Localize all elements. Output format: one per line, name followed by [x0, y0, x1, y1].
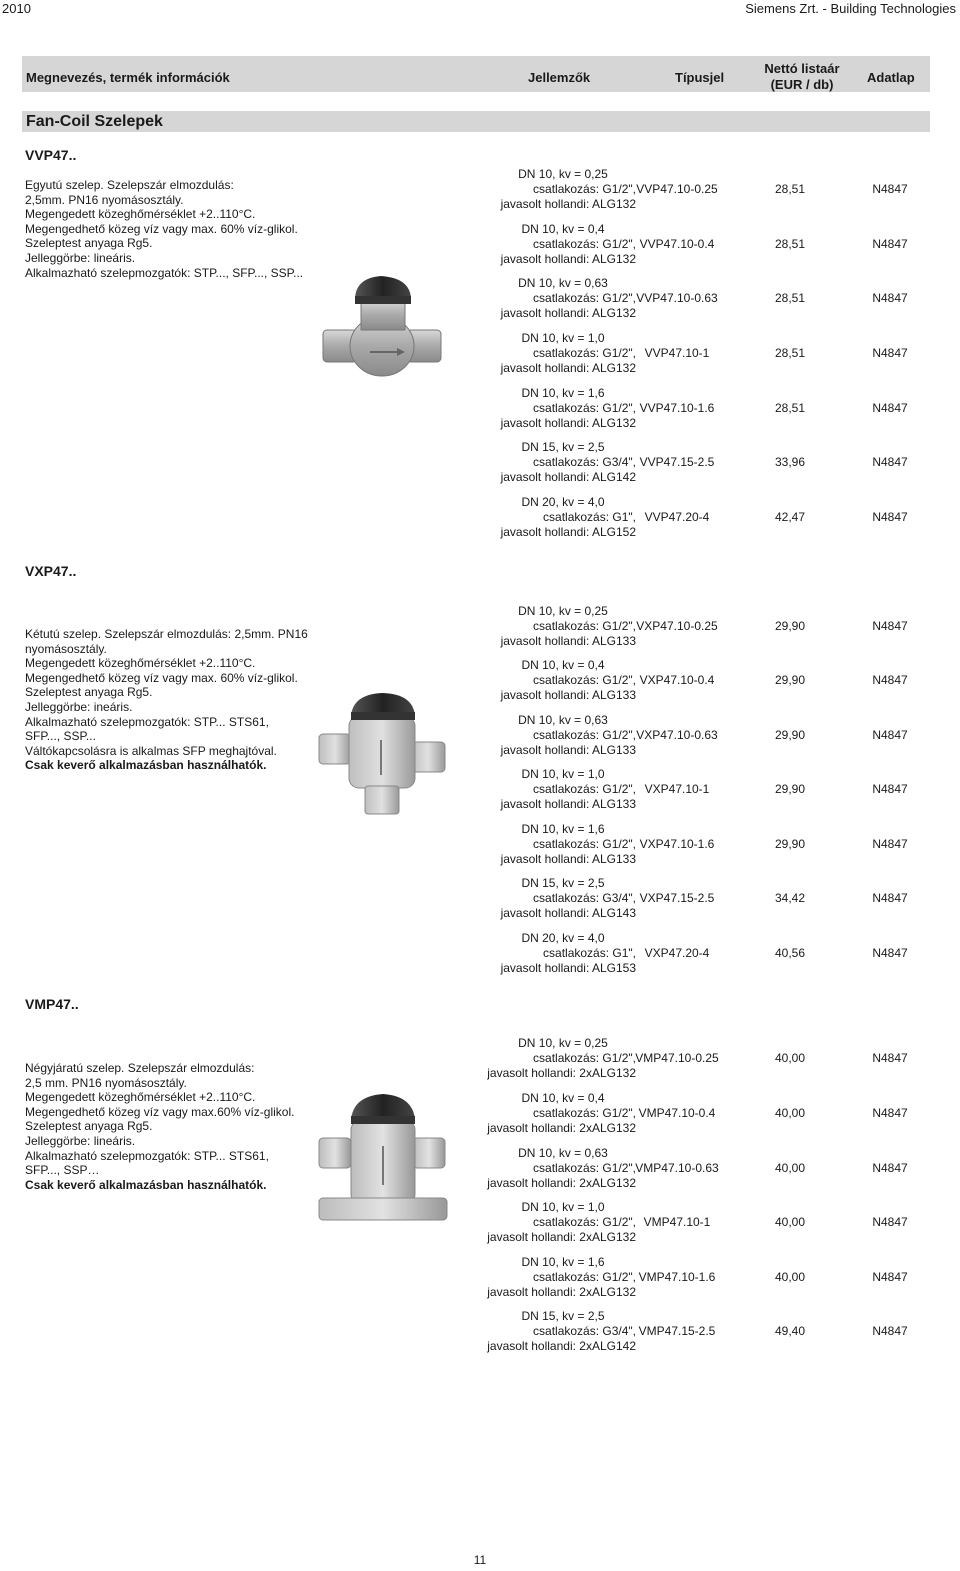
- union: javasolt hollandi: ALG132: [500, 361, 636, 375]
- connection: csatlakozás: G1/2",: [533, 401, 636, 415]
- connection: csatlakozás: G1/2",: [533, 782, 636, 796]
- desc-line: Jelleggörbe: ineáris.: [25, 699, 133, 714]
- type-code: VMP47.10-1.6: [638, 1270, 716, 1284]
- header-name: Megnevezés, termék információk: [26, 70, 230, 85]
- connection: csatlakozás: G1/2",: [533, 1106, 636, 1120]
- dn-kv: DN 15, kv = 2,5: [521, 876, 605, 890]
- datasheet: N4847: [872, 237, 908, 251]
- dn-kv: DN 10, kv = 0,63: [518, 713, 608, 727]
- datasheet: N4847: [872, 1161, 908, 1175]
- feature-cell: [440, 386, 636, 431]
- union: javasolt hollandi: ALG142: [500, 470, 636, 484]
- desc-line: Megengedett közeghőmérséklet +2..110°C.: [25, 207, 256, 222]
- product-row: [0, 822, 960, 872]
- connection: csatlakozás: G1/2",: [533, 182, 636, 196]
- union: javasolt hollandi: ALG133: [500, 743, 636, 757]
- product-row: [0, 767, 960, 817]
- desc-line: Alkalmazható szelepmozgatók: STP... STS61,: [25, 714, 269, 729]
- feature-cell: [440, 1146, 636, 1191]
- product-row: [0, 440, 960, 490]
- feature-cell: [440, 713, 636, 758]
- type-code: VXP47.15-2.5: [639, 891, 715, 905]
- feature-cell: [440, 222, 636, 267]
- product-row: [0, 1146, 960, 1196]
- desc-line: Egyutú szelep. Szelepszár elmozdulás:: [25, 178, 234, 192]
- union: javasolt hollandi: 2xALG132: [487, 1176, 636, 1190]
- desc-line: Alkalmazható szelepmozgatók: STP..., SFP..., SSP...: [25, 265, 304, 280]
- connection: csatlakozás: G1/2",: [533, 1161, 636, 1175]
- desc-line: Jelleggörbe: lineáris.: [25, 1133, 136, 1148]
- dn-kv: DN 10, kv = 0,25: [518, 167, 608, 181]
- desc-line: Jelleggörbe: lineáris.: [25, 250, 136, 265]
- connection: csatlakozás: G1/2",: [533, 1051, 636, 1065]
- feature-cell: [440, 1255, 636, 1300]
- datasheet: N4847: [872, 455, 908, 469]
- union: javasolt hollandi: ALG143: [500, 906, 636, 920]
- price: 29,90: [774, 619, 806, 633]
- header-features: Jellemzők: [528, 70, 591, 85]
- product-row: [0, 1255, 960, 1305]
- datasheet: N4847: [872, 673, 908, 687]
- feature-cell: [440, 604, 636, 649]
- type-code: VVP47.10-1: [644, 346, 710, 360]
- product-row: [0, 331, 960, 381]
- price: 40,00: [774, 1106, 806, 1120]
- desc-line-bold: Csak keverő alkalmazásban használhatók.: [25, 758, 267, 773]
- desc-line: SFP..., SSP...: [25, 729, 96, 744]
- datasheet: N4847: [872, 1270, 908, 1284]
- connection: csatlakozás: G3/4",: [533, 1324, 636, 1338]
- price: 28,51: [774, 182, 806, 196]
- desc-line: Szeleptest anyaga Rg5.: [25, 685, 153, 700]
- desc-line: Megengedett közeghőmérséklet +2..110°C.: [25, 656, 256, 671]
- product-row: [0, 386, 960, 436]
- datasheet: N4847: [872, 1051, 908, 1065]
- page-number: 11: [473, 1553, 487, 1567]
- feature-cell: [440, 767, 636, 812]
- price: 28,51: [774, 346, 806, 360]
- desc-line: nyomásosztály.: [25, 641, 107, 656]
- type-code: VMP47.10-0.63: [635, 1161, 719, 1175]
- price: 40,00: [774, 1161, 806, 1175]
- union: javasolt hollandi: ALG133: [500, 634, 636, 648]
- type-code: VMP47.10-0.4: [638, 1106, 716, 1120]
- product-row: [0, 713, 960, 763]
- product-row: [0, 222, 960, 272]
- desc-line: 2,5mm. PN16 nyomásosztály.: [25, 192, 184, 207]
- product-row: [0, 876, 960, 926]
- dn-kv: DN 10, kv = 0,4: [521, 1091, 605, 1105]
- price: 49,40: [774, 1324, 806, 1338]
- connection: csatlakozás: G1/2",: [533, 1215, 636, 1229]
- union: javasolt hollandi: ALG152: [500, 525, 636, 539]
- price: 42,47: [774, 510, 806, 524]
- type-code: VVP47.10-0.25: [636, 182, 718, 196]
- dn-kv: DN 15, kv = 2,5: [521, 1309, 605, 1323]
- datasheet: N4847: [872, 510, 908, 524]
- type-code: VVP47.20-4: [644, 510, 710, 524]
- price: 33,96: [774, 455, 806, 469]
- feature-cell: [440, 331, 636, 376]
- union: javasolt hollandi: ALG153: [500, 961, 636, 975]
- dn-kv: DN 10, kv = 1,0: [521, 1200, 605, 1214]
- group-title-vxp47: VXP47..: [25, 563, 77, 579]
- desc-line: Szeleptest anyaga Rg5.: [25, 236, 153, 251]
- dn-kv: DN 10, kv = 1,0: [521, 331, 605, 345]
- dn-kv: DN 10, kv = 1,6: [521, 822, 605, 836]
- dn-kv: DN 20, kv = 4,0: [521, 495, 605, 509]
- group-title-vmp47: VMP47..: [25, 996, 79, 1012]
- price: 40,56: [774, 946, 806, 960]
- desc-line: 2,5 mm. PN16 nyomásosztály.: [25, 1075, 187, 1090]
- feature-cell: [440, 1036, 636, 1081]
- product-row: [0, 167, 960, 217]
- connection: csatlakozás: G1/2",: [533, 619, 636, 633]
- feature-cell: [440, 876, 636, 921]
- connection: csatlakozás: G1/2",: [533, 291, 636, 305]
- product-row: [0, 658, 960, 708]
- column-header: [22, 56, 930, 92]
- union: javasolt hollandi: 2xALG142: [487, 1339, 636, 1353]
- product-row: [0, 1036, 960, 1086]
- price: 29,90: [774, 837, 806, 851]
- desc-line: Alkalmazható szelepmozgatók: STP... STS61,: [25, 1148, 269, 1163]
- union: javasolt hollandi: ALG132: [500, 197, 636, 211]
- datasheet: N4847: [872, 837, 908, 851]
- union: javasolt hollandi: ALG133: [500, 852, 636, 866]
- dn-kv: DN 10, kv = 0,25: [518, 604, 608, 618]
- price: 28,51: [774, 291, 806, 305]
- feature-cell: [440, 1200, 636, 1245]
- dn-kv: DN 10, kv = 0,4: [521, 658, 605, 672]
- datasheet: N4847: [872, 182, 908, 196]
- desc-line: Kétutú szelep. Szelepszár elmozdulás: 2,5mm. PN16: [25, 627, 308, 641]
- dn-kv: DN 10, kv = 0,63: [518, 1146, 608, 1160]
- datasheet: N4847: [872, 891, 908, 905]
- datasheet: N4847: [872, 782, 908, 796]
- dn-kv: DN 10, kv = 1,0: [521, 767, 605, 781]
- datasheet: N4847: [872, 1215, 908, 1229]
- type-code: VVP47.15-2.5: [639, 455, 715, 469]
- feature-cell: [440, 440, 636, 485]
- union: javasolt hollandi: 2xALG132: [487, 1285, 636, 1299]
- product-row: [0, 1091, 960, 1141]
- price: 28,51: [774, 237, 806, 251]
- price: 29,90: [774, 728, 806, 742]
- datasheet: N4847: [872, 619, 908, 633]
- feature-cell: [440, 167, 636, 212]
- feature-cell: [440, 1091, 636, 1136]
- connection: csatlakozás: G3/4",: [533, 891, 636, 905]
- type-code: VVP47.10-1.6: [639, 401, 715, 415]
- datasheet: N4847: [872, 946, 908, 960]
- dn-kv: DN 10, kv = 0,4: [521, 222, 605, 236]
- desc-line: Megengedhető közeg víz vagy max.60% víz-glikol.: [25, 1104, 295, 1119]
- dn-kv: DN 10, kv = 0,63: [518, 276, 608, 290]
- page-top-bar: [0, 0, 960, 18]
- desc-line: Négyjáratú szelep. Szelepszár elmozdulás:: [25, 1061, 255, 1075]
- dn-kv: DN 10, kv = 1,6: [521, 1255, 605, 1269]
- header-price: [752, 61, 852, 93]
- feature-cell: [440, 931, 636, 976]
- connection: csatlakozás: G1",: [543, 946, 636, 960]
- union: javasolt hollandi: ALG132: [500, 416, 636, 430]
- union: javasolt hollandi: ALG132: [500, 306, 636, 320]
- price: 40,00: [774, 1215, 806, 1229]
- datasheet: N4847: [872, 728, 908, 742]
- header-type: Típusjel: [675, 70, 725, 85]
- desc-line: Váltókapcsolásra is alkalmas SFP meghajtóval.: [25, 743, 277, 758]
- feature-cell: [440, 658, 636, 703]
- product-row: [0, 276, 960, 326]
- product-row: [0, 1309, 960, 1359]
- group-title-vvp47: VVP47..: [25, 147, 77, 163]
- type-code: VMP47.15-2.5: [638, 1324, 716, 1338]
- connection: csatlakozás: G3/4",: [533, 455, 636, 469]
- connection: csatlakozás: G1/2",: [533, 728, 636, 742]
- dn-kv: DN 10, kv = 0,25: [518, 1036, 608, 1050]
- company-name: Siemens Zrt. - Building Technologies: [745, 1, 956, 16]
- feature-cell: [440, 1309, 636, 1354]
- price: 29,90: [774, 673, 806, 687]
- feature-cell: [440, 495, 636, 540]
- price: 34,42: [774, 891, 806, 905]
- price: 28,51: [774, 401, 806, 415]
- desc-line: Szeleptest anyaga Rg5.: [25, 1119, 153, 1134]
- datasheet: N4847: [872, 1106, 908, 1120]
- type-code: VVP47.10-0.4: [639, 237, 715, 251]
- datasheet: N4847: [872, 291, 908, 305]
- type-code: VMP47.10-1: [643, 1215, 711, 1229]
- feature-cell: [440, 276, 636, 321]
- type-code: VXP47.10-1.6: [639, 837, 715, 851]
- desc-line: SFP..., SSP…: [25, 1163, 100, 1178]
- type-code: VXP47.10-1: [644, 782, 710, 796]
- datasheet: N4847: [872, 401, 908, 415]
- header-sheet: Adatlap: [867, 70, 915, 85]
- desc-line: Megengedhető közeg víz vagy max. 60% víz-glikol.: [25, 221, 298, 236]
- product-row: [0, 1200, 960, 1250]
- connection: csatlakozás: G1/2",: [533, 1270, 636, 1284]
- product-row: [0, 931, 960, 981]
- type-code: VXP47.10-0.25: [636, 619, 718, 633]
- header-price-line1: Nettó listaár: [764, 61, 840, 76]
- union: javasolt hollandi: ALG133: [500, 688, 636, 702]
- type-code: VXP47.10-0.4: [639, 673, 715, 687]
- connection: csatlakozás: G1",: [543, 510, 636, 524]
- type-code: VMP47.10-0.25: [635, 1051, 719, 1065]
- price: 40,00: [774, 1051, 806, 1065]
- type-code: VXP47.10-0.63: [636, 728, 718, 742]
- desc-line: Megengedett közeghőmérséklet +2..110°C.: [25, 1090, 256, 1105]
- union: javasolt hollandi: 2xALG132: [487, 1230, 636, 1244]
- header-price-line2: (EUR / db): [770, 77, 834, 92]
- type-code: VXP47.20-4: [644, 946, 710, 960]
- desc-line-bold: Csak keverő alkalmazásban használhatók.: [25, 1177, 267, 1192]
- price: 29,90: [774, 782, 806, 796]
- datasheet: N4847: [872, 1324, 908, 1338]
- product-row: [0, 604, 960, 654]
- desc-line: Megengedhető közeg víz vagy max. 60% víz-glikol.: [25, 670, 298, 685]
- type-code: VVP47.10-0.63: [636, 291, 718, 305]
- dn-kv: DN 10, kv = 1,6: [521, 386, 605, 400]
- dn-kv: DN 15, kv = 2,5: [521, 440, 605, 454]
- connection: csatlakozás: G1/2",: [533, 346, 636, 360]
- product-row: [0, 495, 960, 545]
- dn-kv: DN 20, kv = 4,0: [521, 931, 605, 945]
- connection: csatlakozás: G1/2",: [533, 237, 636, 251]
- union: javasolt hollandi: 2xALG132: [487, 1121, 636, 1135]
- section-title: Fan-Coil Szelepek: [22, 111, 930, 132]
- connection: csatlakozás: G1/2",: [533, 837, 636, 851]
- datasheet: N4847: [872, 346, 908, 360]
- union: javasolt hollandi: ALG133: [500, 797, 636, 811]
- connection: csatlakozás: G1/2",: [533, 673, 636, 687]
- feature-cell: [440, 822, 636, 867]
- year: 2010: [2, 1, 31, 16]
- union: javasolt hollandi: ALG132: [500, 252, 636, 266]
- price: 40,00: [774, 1270, 806, 1284]
- union: javasolt hollandi: 2xALG132: [487, 1066, 636, 1080]
